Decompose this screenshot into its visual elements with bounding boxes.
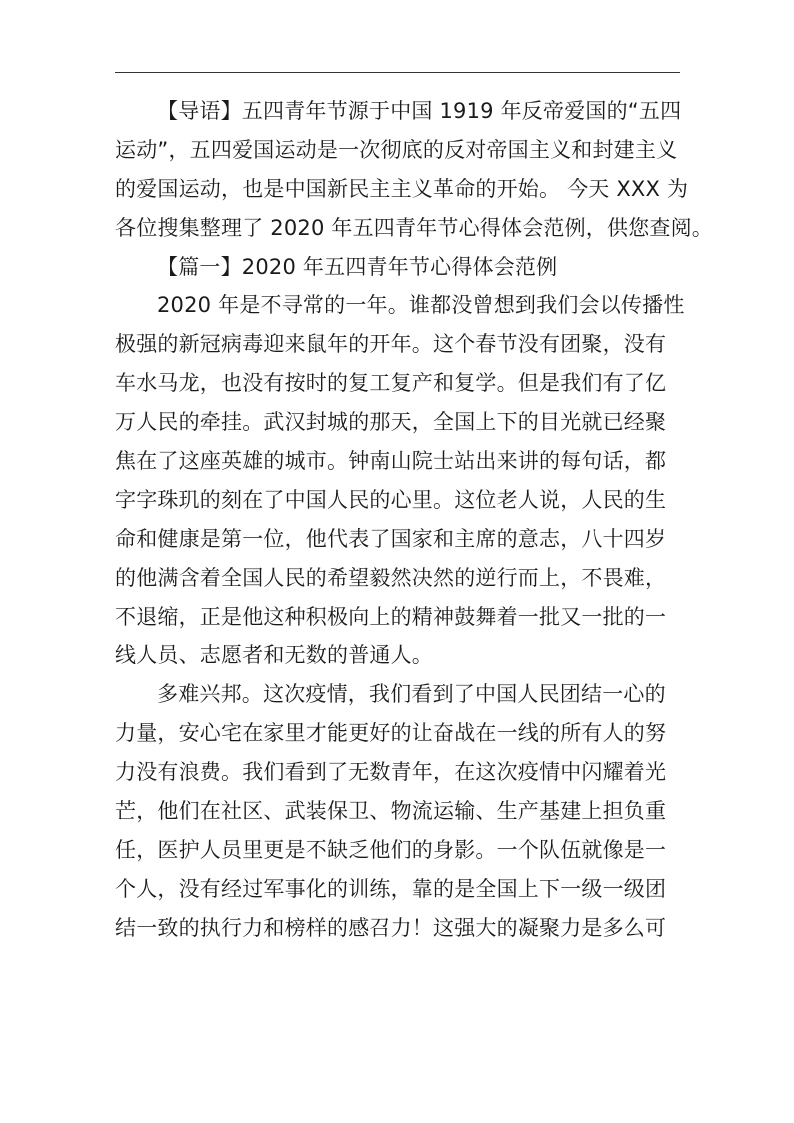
paragraph-line: 结一致的执行力和榜样的感召力！这强大的凝聚力是多么可: [115, 915, 667, 940]
paragraph-line: 各位搜集整理了 2020 年五四青年节心得体会范例，供您查阅。: [115, 215, 713, 240]
header-rule: [115, 72, 680, 73]
paragraph-line: 命和健康是第一位，他代表了国家和主席的意志，八十四岁: [115, 526, 667, 551]
paragraph-line: 焦在了这座英雄的城市。钟南山院士站出来讲的每句话，都: [115, 449, 667, 474]
paragraph-line: 不退缩，正是他这种积极向上的精神鼓舞着一批又一批的一: [115, 604, 667, 629]
paragraph-line: 2020 年是不寻常的一年。谁都没曾想到我们会以传播性: [157, 293, 685, 318]
paragraph-line: 【导语】五四青年节源于中国 1919 年反帝爱国的“五四: [157, 99, 682, 123]
paragraph-line: 的爱国运动，也是中国新民主主义革命的开始。 今天 XXX 为: [115, 176, 689, 201]
paragraph-line: 芒，他们在社区、武装保卫、物流运输、生产基建上担负重: [115, 799, 667, 824]
paragraph-line: 万人民的牵挂。武汉封城的那天，全国上下的目光就已经聚: [115, 410, 667, 435]
paragraph-line: 任，医护人员里更是不缺乏他们的身影。一个队伍就像是一: [115, 837, 667, 862]
paragraph-line: 的他满含着全国人民的希望毅然决然的逆行而上，不畏难，: [115, 565, 667, 590]
document-body: [115, 92, 713, 948]
paragraph-line: 多难兴邦。这次疫情，我们看到了中国人民团结一心的: [157, 682, 666, 707]
paragraph-line: 线人员、志愿者和无数的普通人。: [115, 643, 433, 668]
paragraph-line: 车水马龙，也没有按时的复工复产和复学。但是我们有了亿: [115, 371, 667, 396]
paragraph-line: 运动”，五四爱国运动是一次彻底的反对帝国主义和封建主义: [115, 137, 678, 162]
section-heading: 【篇一】2020 年五四青年节心得体会范例: [157, 254, 558, 279]
paragraph-line: 字字珠玑的刻在了中国人民的心里。这位老人说，人民的生: [115, 487, 667, 512]
paragraph-line: 个人，没有经过军事化的训练，靠的是全国上下一级一级团: [115, 876, 667, 901]
paragraph-line: 力量，安心宅在家里才能更好的让奋战在一线的所有人的努: [115, 721, 667, 746]
paragraph-line: 力没有浪费。我们看到了无数青年，在这次疫情中闪耀着光: [115, 760, 667, 785]
paragraph-line: 极强的新冠病毒迎来鼠年的开年。这个春节没有团聚，没有: [115, 332, 667, 357]
